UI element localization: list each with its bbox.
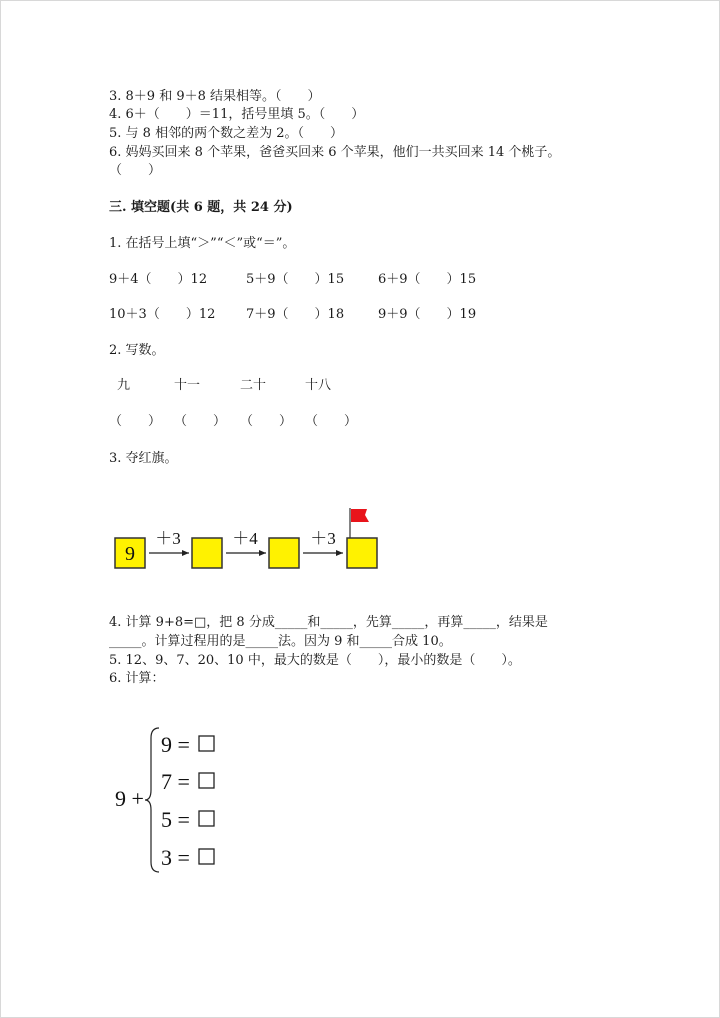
answer-box-1 (192, 538, 222, 568)
q1-item: 9＋4（ ）12 (109, 272, 208, 287)
answer-square (199, 811, 214, 826)
judge-item-6: 6. 妈妈买回来 8 个苹果，爸爸买回来 6 个苹果，他们一共买回来 14 个桃子。 (109, 145, 561, 160)
q1-item: 6＋9（ ）15 (378, 272, 477, 287)
step-2-label: ＋4 (232, 529, 258, 548)
calc-row: 7 = (161, 769, 190, 794)
q3-prompt: 3. 夺红旗。 (109, 451, 178, 466)
q4-line-2: _____。计算过程用的是_____法。因为 9 和_____合成 10。 (109, 634, 452, 649)
q5: 5. 12、9、7、20、10 中，最大的数是（ ），最小的数是（ ）。 (109, 653, 521, 668)
q6-prompt: 6. 计算： (109, 671, 165, 686)
q4-line-1: 4. 计算 9+8=□，把 8 分成_____和_____，先算_____，再算_____，结果是 (109, 615, 548, 630)
q2-blank: （ ） (305, 414, 358, 429)
step-3-label: ＋3 (310, 529, 336, 548)
q2-word: 二十 (240, 378, 267, 393)
judge-item-3: 3. 8＋9 和 9＋8 结果相等。（ ） (109, 89, 321, 104)
q2-prompt: 2. 写数。 (109, 343, 165, 358)
q1-item: 9＋9（ ）19 (378, 307, 477, 322)
q2-blank: （ ） (109, 414, 162, 429)
arrow-2-head (259, 550, 266, 556)
judge-item-5: 5. 与 8 相邻的两个数之差为 2。（ ） (109, 126, 343, 141)
q1-prompt: 1. 在括号上填“＞”“＜”或“＝”。 (109, 236, 296, 251)
arrow-1-head (182, 550, 189, 556)
red-flag-diagram (105, 500, 395, 575)
q2-blank: （ ） (174, 414, 227, 429)
q2-blank: （ ） (240, 414, 293, 429)
arrow-3-head (336, 550, 343, 556)
q1-item: 10＋3（ ）12 (109, 307, 216, 322)
q1-item: 7＋9（ ）18 (246, 307, 345, 322)
section-title: 三. 填空题(共 6 题，共 24 分) (109, 200, 293, 215)
judge-item-6-answer: （ ） (109, 163, 162, 178)
step-1-label: ＋3 (155, 529, 181, 548)
calc-row: 5 = (161, 807, 190, 832)
q2-word: 十一 (174, 378, 201, 393)
calc-diagram (105, 720, 235, 880)
answer-square (199, 849, 214, 864)
q2-word: 九 (117, 378, 131, 393)
start-value: 9 (125, 543, 135, 565)
brace (145, 728, 159, 872)
q2-word: 十八 (305, 378, 332, 393)
judge-item-4: 4. 6＋（ ）＝11，括号里填 5。（ ） (109, 107, 365, 122)
answer-box-3 (347, 538, 377, 568)
red-flag-icon (351, 509, 369, 522)
calc-row: 9 = (161, 732, 190, 757)
answer-square (199, 736, 214, 751)
answer-box-2 (269, 538, 299, 568)
answer-square (199, 773, 214, 788)
base-expression: 9 + (115, 786, 144, 811)
q1-item: 5＋9（ ）15 (246, 272, 345, 287)
calc-row: 3 = (161, 845, 190, 870)
